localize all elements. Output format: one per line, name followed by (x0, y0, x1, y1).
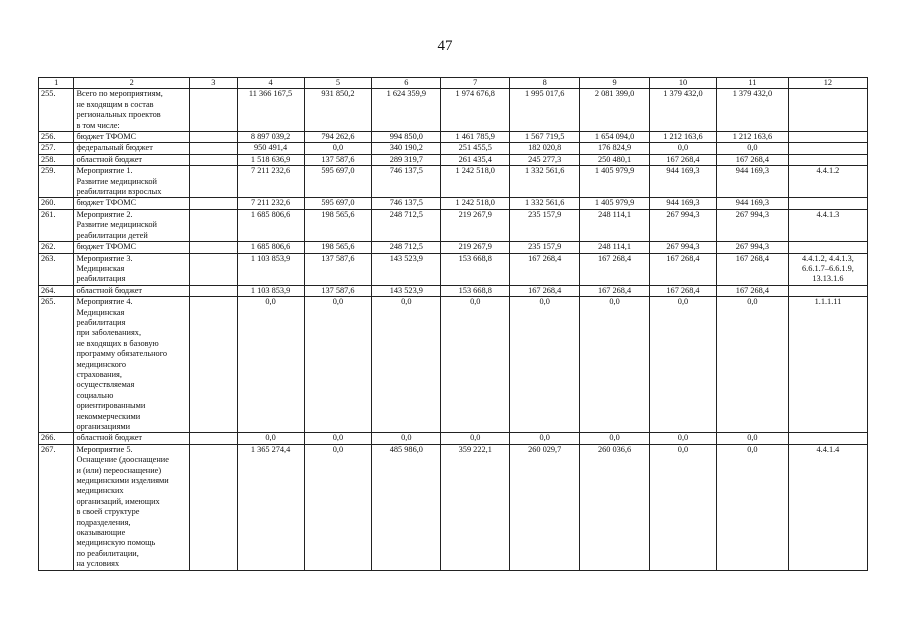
row-number-cell: 267. (39, 444, 74, 570)
value-cell: 235 157,9 (510, 242, 580, 253)
row-name-line: региональных проектов (76, 110, 161, 120)
page-number: 47 (437, 38, 453, 54)
row-number-cell: 257. (39, 143, 74, 154)
row-name-line: медицинского (76, 359, 127, 369)
table-row (39, 198, 868, 209)
column-3-cell (190, 198, 238, 209)
table-row (39, 154, 868, 165)
value-cell: 167 268,4 (650, 285, 717, 296)
table-body (39, 89, 868, 570)
value-cell: 950 491,4 (237, 143, 304, 154)
value-cell: 0,0 (441, 297, 510, 433)
value-cell: 0,0 (304, 444, 372, 570)
table-row (39, 132, 868, 143)
value-cell: 153 668,8 (441, 253, 510, 285)
value-cell: 0,0 (650, 433, 717, 444)
value-cell: 198 565,6 (304, 242, 372, 253)
value-cell: 1 518 636,9 (237, 154, 304, 165)
code-cell: 4.4.1.4 (788, 444, 867, 570)
table-row (39, 166, 868, 198)
value-cell: 0,0 (580, 433, 650, 444)
row-name-line: при заболеваниях, (76, 328, 142, 338)
row-number-cell: 262. (39, 242, 74, 253)
value-cell: 1 995 017,6 (510, 89, 580, 132)
value-cell: 0,0 (650, 143, 717, 154)
value-cell: 794 262,6 (304, 132, 372, 143)
value-cell: 1 654 094,0 (580, 132, 650, 143)
column-3-cell (190, 154, 238, 165)
row-name-line: Мероприятие 2. (76, 209, 133, 219)
row-name-line: Всего по мероприятиям, (76, 89, 163, 99)
value-cell: 167 268,4 (510, 253, 580, 285)
header-cell: 1 (39, 78, 74, 89)
value-cell: 248 712,5 (372, 209, 441, 241)
row-name-cell (74, 132, 190, 143)
header-cell: 9 (580, 78, 650, 89)
value-cell: 1 624 359,9 (372, 89, 441, 132)
row-name-line: Медицинская (76, 263, 125, 273)
value-cell: 153 668,8 (441, 285, 510, 296)
value-cell: 0,0 (650, 297, 717, 433)
row-number-cell: 265. (39, 297, 74, 433)
value-cell: 251 455,5 (441, 143, 510, 154)
row-name-line: организациями (76, 422, 131, 431)
value-cell: 0,0 (716, 297, 788, 433)
header-cell: 8 (510, 78, 580, 89)
value-cell: 1 567 719,5 (510, 132, 580, 143)
header-cell: 7 (441, 78, 510, 89)
value-cell: 198 565,6 (304, 209, 372, 241)
table-row (39, 209, 868, 241)
value-cell: 176 824,9 (580, 143, 650, 154)
value-cell: 167 268,4 (650, 253, 717, 285)
row-name-line: реабилитации детей (76, 230, 148, 240)
header-cell: 3 (190, 78, 238, 89)
value-cell: 167 268,4 (580, 253, 650, 285)
row-number-cell: 260. (39, 198, 74, 209)
row-name-line: Оснащение (дооснащение (76, 455, 169, 465)
code-cell (788, 433, 867, 444)
row-name-line: осуществляемая (76, 380, 135, 390)
row-name-line: реабилитации взрослых (76, 187, 162, 197)
value-cell: 1 212 163,6 (716, 132, 788, 143)
value-cell: 137 587,6 (304, 285, 372, 296)
value-cell: 167 268,4 (510, 285, 580, 296)
code-cell (788, 89, 867, 132)
value-cell: 248 114,1 (580, 242, 650, 253)
row-name-line: медицинскими изделиями (76, 476, 169, 486)
value-cell: 2 081 399,0 (580, 89, 650, 132)
value-cell: 248 114,1 (580, 209, 650, 241)
row-name-line: областной бюджет (76, 154, 143, 164)
value-cell: 167 268,4 (580, 285, 650, 296)
header-cell: 6 (372, 78, 441, 89)
code-cell: 4.4.1.2 (788, 166, 867, 198)
row-name-cell (74, 143, 190, 154)
row-number-cell: 264. (39, 285, 74, 296)
value-cell: 260 029,7 (510, 444, 580, 570)
column-3-cell (190, 433, 238, 444)
row-name-line: Мероприятие 4. (76, 297, 133, 307)
code-cell: 4.4.1.3 (788, 209, 867, 241)
row-number-cell: 256. (39, 132, 74, 143)
value-cell: 340 190,2 (372, 143, 441, 154)
value-cell: 746 137,5 (372, 198, 441, 209)
value-cell: 595 697,0 (304, 166, 372, 198)
value-cell: 1 405 979,9 (580, 198, 650, 209)
value-cell: 746 137,5 (372, 166, 441, 198)
column-3-cell (190, 143, 238, 154)
value-cell: 1 974 676,8 (441, 89, 510, 132)
row-name-line: федеральный бюджет (76, 143, 153, 153)
row-name-line: медицинскую помощь (76, 538, 156, 548)
code-cell (788, 198, 867, 209)
table-row (39, 253, 868, 285)
header-cell: 12 (788, 78, 867, 89)
value-cell: 0,0 (304, 143, 372, 154)
header-cell: 2 (74, 78, 190, 89)
value-cell: 167 268,4 (716, 285, 788, 296)
row-name-line: ориентированными (76, 401, 146, 411)
column-3-cell (190, 166, 238, 198)
row-name-line: в том числе: (76, 120, 120, 130)
value-cell: 8 897 039,2 (237, 132, 304, 143)
value-cell: 267 994,3 (650, 209, 717, 241)
row-name-line: в своей структуре (76, 507, 140, 517)
value-cell: 267 994,3 (716, 209, 788, 241)
header-cell: 4 (237, 78, 304, 89)
value-cell: 0,0 (716, 143, 788, 154)
value-cell: 0,0 (441, 433, 510, 444)
value-cell: 267 994,3 (716, 242, 788, 253)
row-name-line: программу обязательного (76, 349, 168, 359)
value-cell: 1 379 432,0 (650, 89, 717, 132)
code-cell (788, 143, 867, 154)
row-name-cell (74, 242, 190, 253)
value-cell: 944 169,3 (650, 166, 717, 198)
value-cell: 1 103 853,9 (237, 285, 304, 296)
value-cell: 994 850,0 (372, 132, 441, 143)
value-cell: 944 169,3 (650, 198, 717, 209)
value-cell: 485 986,0 (372, 444, 441, 570)
table-row (39, 285, 868, 296)
value-cell: 261 435,4 (441, 154, 510, 165)
column-3-cell (190, 89, 238, 132)
row-name-line: социально (76, 390, 114, 400)
value-cell: 267 994,3 (650, 242, 717, 253)
value-cell: 0,0 (510, 433, 580, 444)
row-number-cell: 255. (39, 89, 74, 132)
column-3-cell (190, 444, 238, 570)
value-cell: 7 211 232,6 (237, 198, 304, 209)
code-cell (788, 132, 867, 143)
row-name-line: Медицинская (76, 307, 125, 317)
row-name-line: некоммерческими (76, 411, 141, 421)
value-cell: 143 523,9 (372, 253, 441, 285)
row-name-line: областной бюджет (76, 285, 143, 295)
value-cell: 289 319,7 (372, 154, 441, 165)
row-number-cell: 258. (39, 154, 74, 165)
code-cell (788, 242, 867, 253)
header-cell: 10 (650, 78, 717, 89)
table-row (39, 297, 868, 433)
row-name-line: и (или) переоснащение) (76, 465, 162, 475)
value-cell: 143 523,9 (372, 285, 441, 296)
row-name-cell (74, 154, 190, 165)
value-cell: 1 685 806,6 (237, 242, 304, 253)
value-cell: 219 267,9 (441, 209, 510, 241)
value-cell: 931 850,2 (304, 89, 372, 132)
value-cell: 167 268,4 (716, 253, 788, 285)
header-cell: 11 (716, 78, 788, 89)
row-number-cell: 266. (39, 433, 74, 444)
value-cell: 0,0 (304, 433, 372, 444)
value-cell: 137 587,6 (304, 154, 372, 165)
value-cell: 944 169,3 (716, 166, 788, 198)
row-name-line: Мероприятие 5. (76, 444, 133, 454)
value-cell: 944 169,3 (716, 198, 788, 209)
table-row (39, 143, 868, 154)
value-cell: 0,0 (716, 444, 788, 570)
value-cell: 250 480,1 (580, 154, 650, 165)
header-row (39, 78, 868, 89)
row-name-line: бюджет ТФОМС (76, 242, 137, 252)
code-cell (788, 154, 867, 165)
row-number-cell: 259. (39, 166, 74, 198)
row-name-line: Развитие медицинской (76, 220, 157, 230)
value-cell: 0,0 (510, 297, 580, 433)
row-name-line: медицинских (76, 486, 124, 496)
value-cell: 0,0 (372, 297, 441, 433)
row-name-line: по реабилитации, (76, 548, 139, 558)
value-cell: 359 222,1 (441, 444, 510, 570)
column-3-cell (190, 132, 238, 143)
value-cell: 1 379 432,0 (716, 89, 788, 132)
code-cell (788, 285, 867, 296)
value-cell: 1 332 561,6 (510, 198, 580, 209)
value-cell: 167 268,4 (650, 154, 717, 165)
value-cell: 1 332 561,6 (510, 166, 580, 198)
row-name-cell (74, 209, 190, 241)
table-row (39, 433, 868, 444)
row-name-cell (74, 253, 190, 285)
value-cell: 1 365 274,4 (237, 444, 304, 570)
row-name-line: оказывающие (76, 528, 126, 538)
budget-table (38, 77, 868, 571)
value-cell: 1 685 806,6 (237, 209, 304, 241)
row-name-cell (74, 297, 190, 433)
row-name-line: Мероприятие 1. (76, 166, 133, 176)
row-name-cell (74, 285, 190, 296)
value-cell: 182 020,8 (510, 143, 580, 154)
column-3-cell (190, 285, 238, 296)
column-3-cell (190, 242, 238, 253)
row-name-line: организаций, имеющих (76, 496, 160, 506)
value-cell: 248 712,5 (372, 242, 441, 253)
table-row (39, 444, 868, 570)
code-cell: 4.4.1.2, 4.4.1.3, 6.6.1.7–6.6.1.9, 13.13.1.6 (788, 253, 867, 285)
row-number-cell: 263. (39, 253, 74, 285)
row-name-line: бюджет ТФОМС (76, 198, 137, 208)
row-name-line: бюджет ТФОМС (76, 132, 137, 142)
row-name-line: подразделения, (76, 517, 131, 527)
table-row (39, 89, 868, 132)
value-cell: 137 587,6 (304, 253, 372, 285)
value-cell: 219 267,9 (441, 242, 510, 253)
value-cell: 1 242 518,0 (441, 166, 510, 198)
value-cell: 0,0 (237, 433, 304, 444)
row-name-cell (74, 198, 190, 209)
value-cell: 1 212 163,6 (650, 132, 717, 143)
row-name-cell (74, 89, 190, 132)
value-cell: 167 268,4 (716, 154, 788, 165)
header-cell: 5 (304, 78, 372, 89)
table-row (39, 242, 868, 253)
value-cell: 1 103 853,9 (237, 253, 304, 285)
value-cell: 1 461 785,9 (441, 132, 510, 143)
value-cell: 0,0 (580, 297, 650, 433)
row-name-line: страхования, (76, 369, 122, 379)
row-name-line: реабилитация (76, 317, 126, 327)
row-name-cell (74, 166, 190, 198)
value-cell: 245 277,3 (510, 154, 580, 165)
row-name-line: не входящих в базовую (76, 338, 159, 348)
row-name-line: областной бюджет (76, 433, 143, 443)
row-name-line: на условиях (76, 559, 120, 569)
value-cell: 7 211 232,6 (237, 166, 304, 198)
value-cell: 0,0 (716, 433, 788, 444)
value-cell: 260 036,6 (580, 444, 650, 570)
row-name-line: Мероприятие 3. (76, 253, 133, 263)
value-cell: 0,0 (237, 297, 304, 433)
value-cell: 1 242 518,0 (441, 198, 510, 209)
column-3-cell (190, 209, 238, 241)
row-name-cell (74, 444, 190, 570)
column-3-cell (190, 253, 238, 285)
code-cell: 1.1.1.11 (788, 297, 867, 433)
row-name-cell (74, 433, 190, 444)
column-3-cell (190, 297, 238, 433)
value-cell: 0,0 (372, 433, 441, 444)
row-number-cell: 261. (39, 209, 74, 241)
value-cell: 235 157,9 (510, 209, 580, 241)
row-name-line: не входящим в состав (76, 99, 154, 109)
value-cell: 0,0 (650, 444, 717, 570)
value-cell: 1 405 979,9 (580, 166, 650, 198)
row-name-line: реабилитация (76, 274, 126, 284)
row-name-line: Развитие медицинской (76, 176, 157, 186)
value-cell: 11 366 167,5 (237, 89, 304, 132)
value-cell: 595 697,0 (304, 198, 372, 209)
value-cell: 0,0 (304, 297, 372, 433)
